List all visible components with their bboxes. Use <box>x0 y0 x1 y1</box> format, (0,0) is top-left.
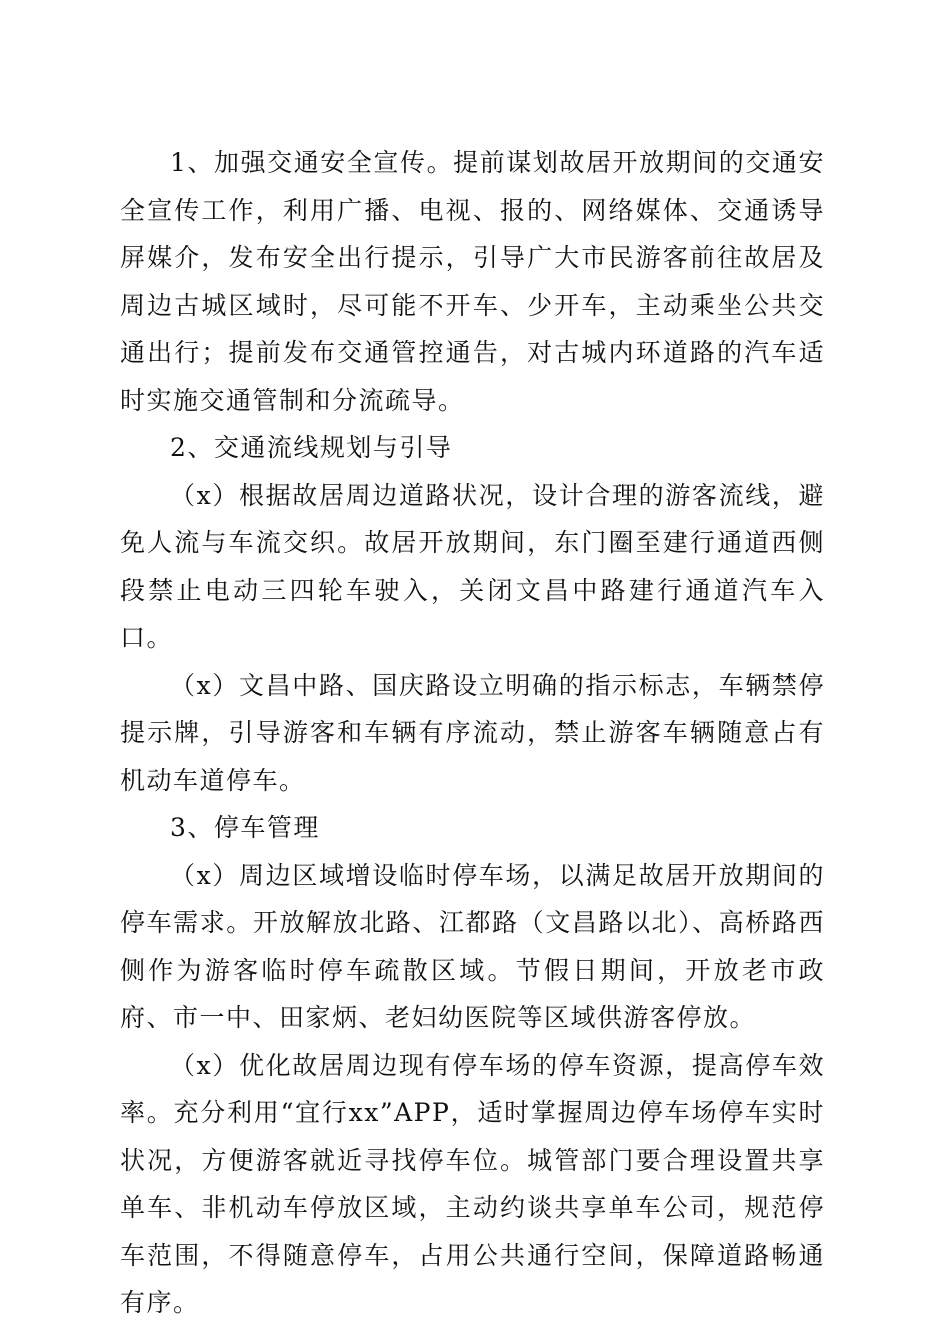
paragraph-parking-optimization: （x）优化故居周边现有停车场的停车资源，提高停车效率。充分利用“宜行xx”APP，适时掌握周边停车场停车实时状况，方便游客就近寻找停车位。城管部门要合理设置共享单车、非机动车停放区域，主动约谈共享单车公司，规范停车范围，不得随意停车，占用公共通行空间，保障道路畅通有序。 <box>120 1050 825 1317</box>
paragraph-signage: （x）文昌中路、国庆路设立明确的指示标志，车辆禁停提示牌，引导游客和车辆有序流动，禁止游客车辆随意占有机动车道停车。 <box>120 670 825 795</box>
paragraph-visitor-flow-design: （x）根据故居周边道路状况，设计合理的游客流线，避免人流与车流交织。故居开放期间，东门圈至建行通道西侧段禁止电动三四轮车驶入，关闭文昌中路建行通道汽车入口。 <box>120 480 825 652</box>
heading-parking-management: 3、停车管理 <box>170 813 320 842</box>
paragraph-traffic-safety-publicity: 1、加强交通安全宣传。提前谋划故居开放期间的交通安全宣传工作，利用广播、电视、报的、网络媒体、交通诱导屏媒介，发布安全出行提示，引导广大市民游客前往故居及周边古城区域时，尽可能不开车、少开车，主动乘坐公共交通出行；提前发布交通管控通告，对古城内环道路的汽车适时实施交通管制和分流疏导。 <box>120 148 825 415</box>
paragraph-temporary-parking: （x）周边区域增设临时停车场，以满足故居开放期间的停车需求。开放解放北路、江都路（文昌路以北）、高桥路西侧作为游客临时停车疏散区域。节假日期间，开放老市政府、市一中、田家炳、老妇幼医院等区域供游客停放。 <box>120 860 825 1032</box>
document-body <box>120 139 825 1327</box>
heading-traffic-flow-planning: 2、交通流线规划与引导 <box>170 433 453 462</box>
